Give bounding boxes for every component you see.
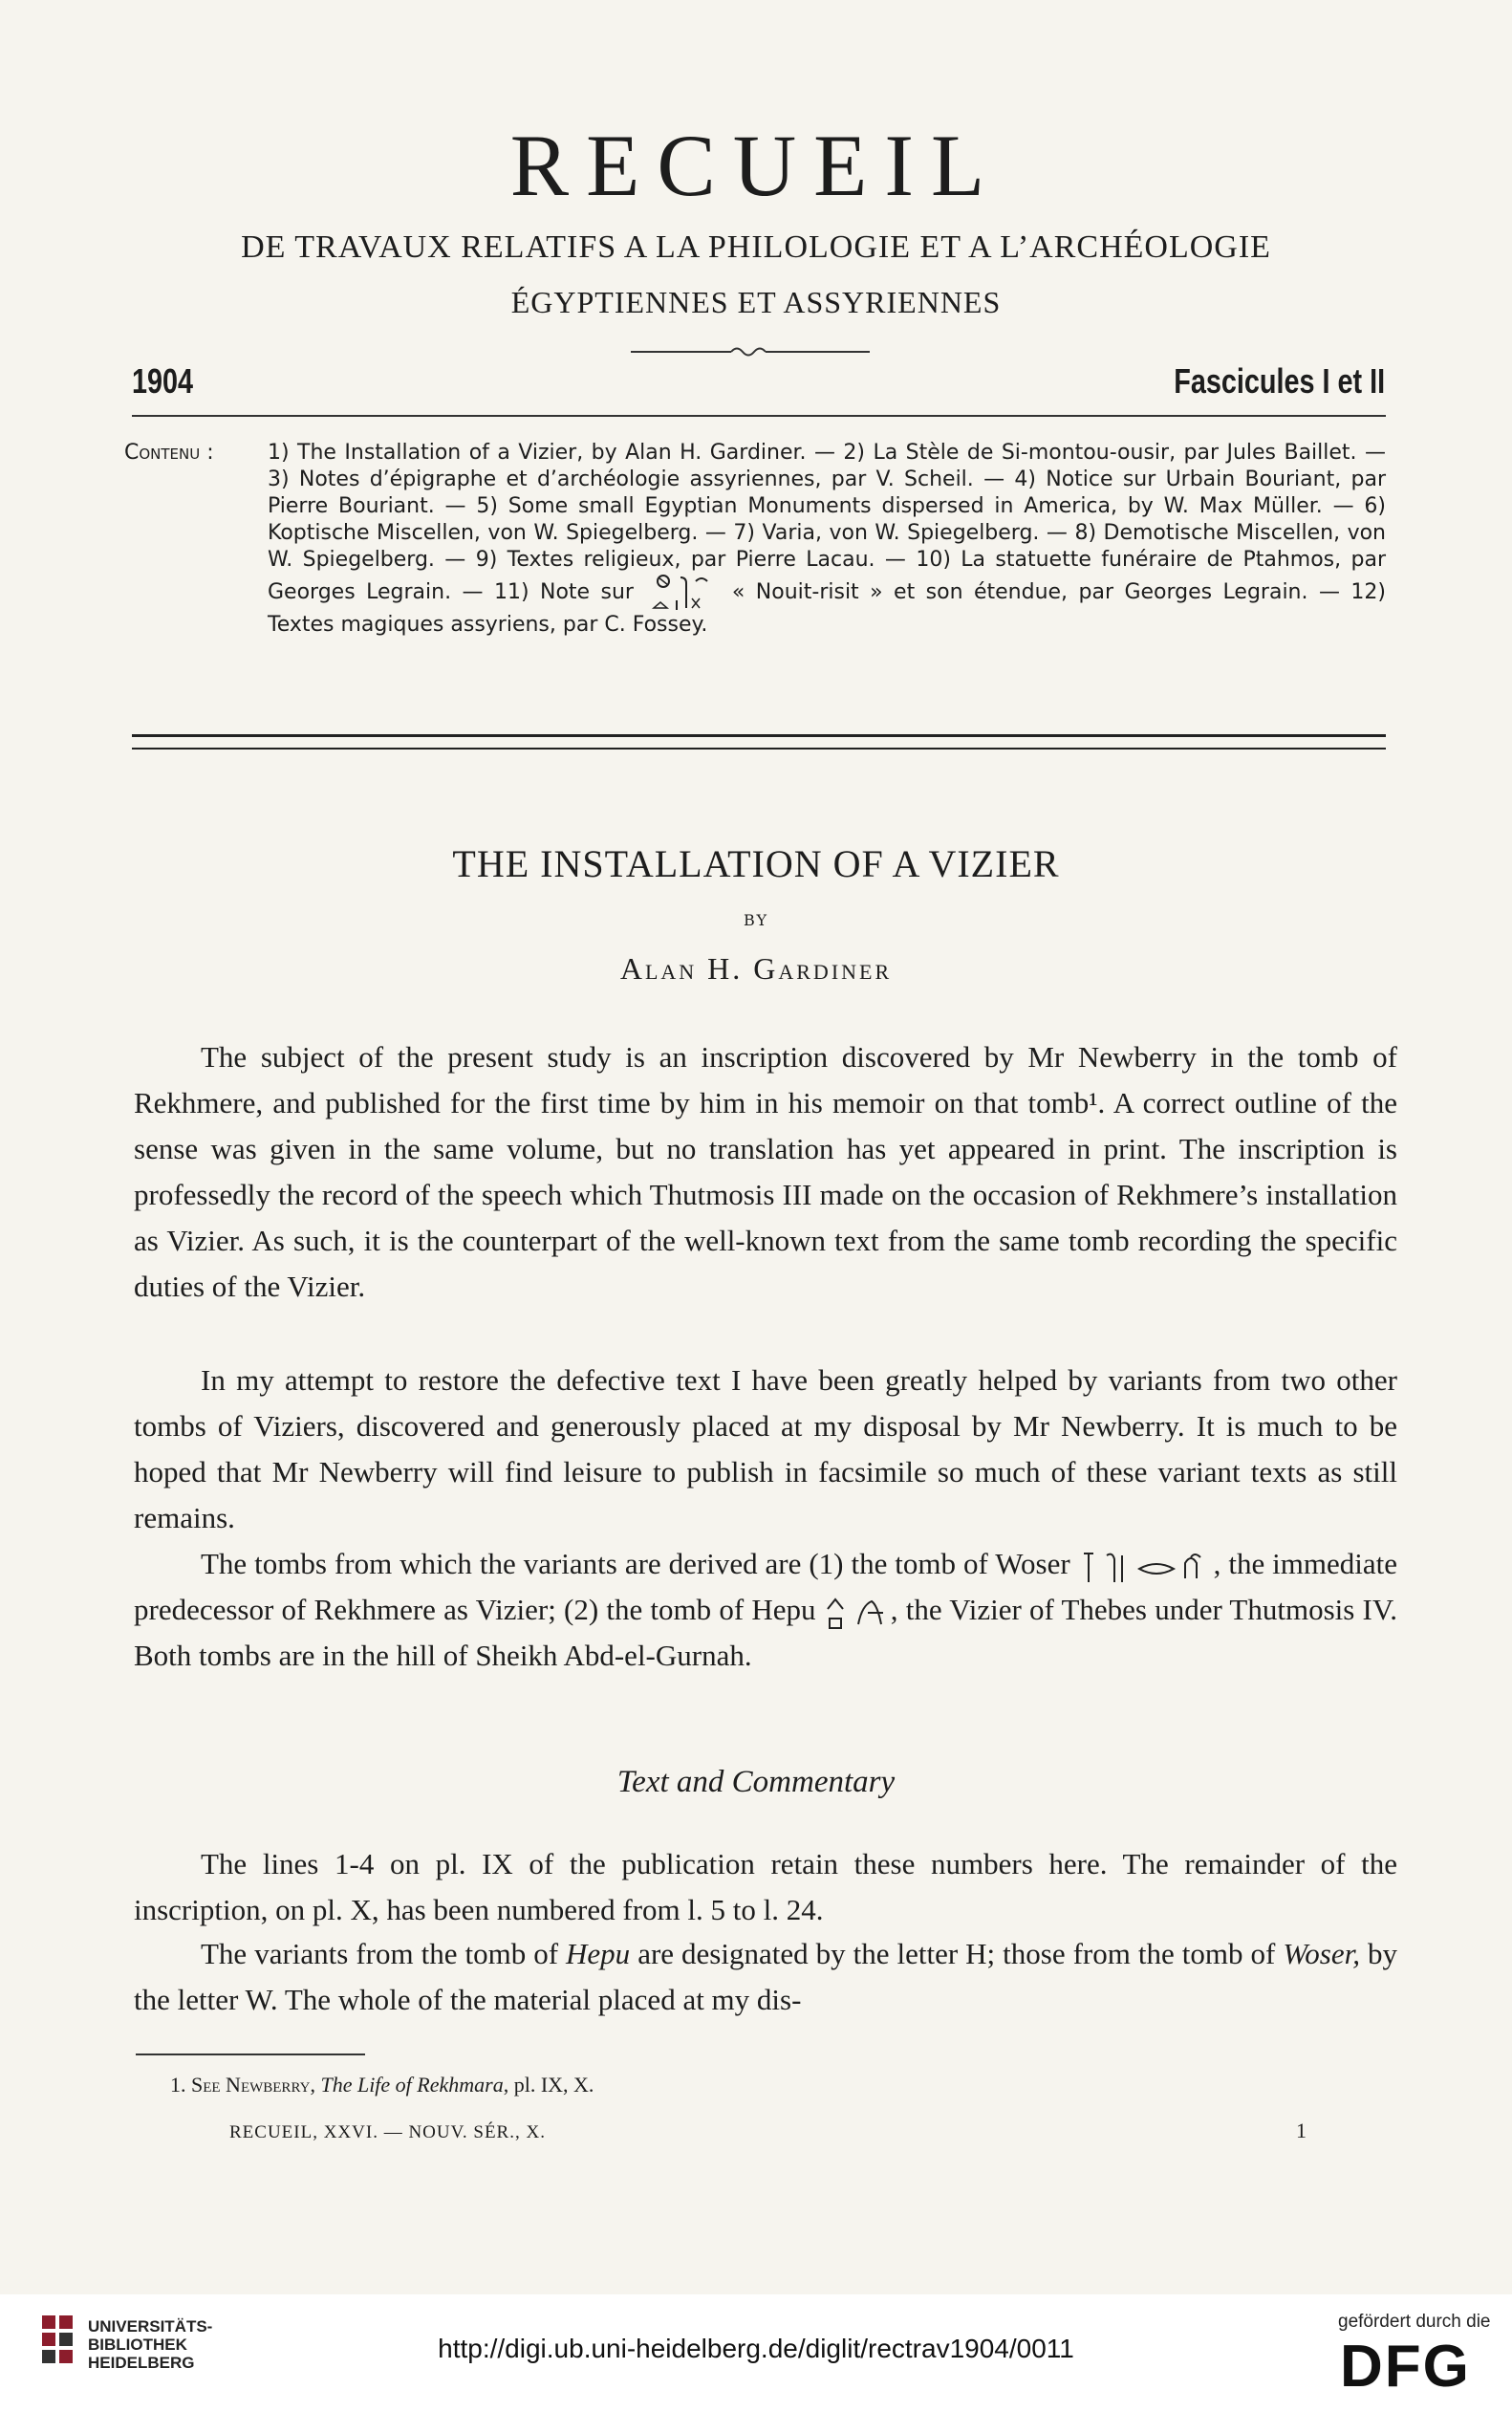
paragraph-2: In my attempt to restore the defective text I have been greatly helped by variants from two other tombs of Viziers, discovered and generously placed at my disposal by Mr Newberry. It is much to be hoped that Mr Newberry will find leisure to publish in facsimile so much of these variant texts as still remains. — [134, 1363, 1397, 1534]
library-name[interactable]: UNIVERSITÄTS- BIBLIOTHEK HEIDELBERG — [88, 2317, 213, 2372]
paragraph-5: The variants from the tomb of Hepu are designated by the letter H; those from the tomb of Woser, by the letter W. The whole of the material placed at my dis- — [134, 1937, 1398, 2016]
article-by: BY — [743, 911, 769, 929]
contents-label: Contenu : — [124, 441, 214, 465]
paragraph-3: The tombs from which the variants are derived are (1) the tomb of Woser , the immediate predecessor of Rekhmere as Vizier; (2) the tomb of Hepu , the Vizier of Thebes under Thutmosis IV. Both tombs are in the hill of Sheikh Abd-el-Gurnah. — [134, 1547, 1398, 1672]
footnote-rule — [136, 2053, 365, 2055]
hepu-hieroglyph-icon — [824, 1596, 891, 1630]
issue-year: 1904 — [132, 361, 194, 401]
issue-fascicules: Fascicules I et II — [1174, 361, 1385, 401]
woser-hieroglyph-icon — [1078, 1550, 1130, 1584]
woser-hieroglyph-2-icon — [1137, 1550, 1214, 1584]
journal-subtitle-2: ÉGYPTIENNES ET ASSYRIENNES — [510, 285, 1002, 319]
running-footer: RECUEIL, XXVI. — NOUV. SÉR., X. — [229, 2122, 546, 2142]
page-number: 1 — [1296, 2119, 1307, 2142]
paragraph-4: The lines 1-4 on pl. IX of the publication retain these numbers here. The remainder of the inscription, on pl. X, has been numbered from l. 5 to l. 24. — [134, 1847, 1397, 1926]
article-title: THE INSTALLATION OF A VIZIER — [452, 842, 1060, 885]
funded-by-label: gefördert durch die — [1338, 2312, 1491, 2332]
permalink-url[interactable]: http://digi.ub.uni-heidelberg.de/diglit/rectrav1904/0011 — [438, 2334, 1074, 2363]
contents-text-2: « Nouit-risit » et son étendue, par Georges Legrain. — 12) Textes magiques assyriens, par C. Fossey. — [268, 580, 1386, 637]
double-rule-bottom — [132, 748, 1386, 750]
dfg-logo[interactable]: DFG — [1340, 2334, 1471, 2400]
hieroglyph-icon — [644, 574, 721, 612]
article-author: Alan H. Gardiner — [619, 951, 893, 986]
footnote: 1. See Newberry, The Life of Rekhmara, pl. IX, X. — [170, 2073, 594, 2097]
journal-subtitle: DE TRAVAUX RELATIFS A LA PHILOLOGIE ET A L’ARCHÉOLOGIE — [241, 229, 1271, 265]
double-rule-top — [132, 734, 1386, 737]
ornament-divider — [631, 344, 870, 358]
journal-title: RECUEIL — [509, 117, 1003, 214]
header-rule — [132, 415, 1386, 417]
section-heading: Text and Commentary — [616, 1765, 896, 1799]
contents-body — [268, 440, 1386, 639]
contents-text-1: 1) The Installation of a Vizier, by Alan H. Gardiner. — 2) La Stèle de Si-montou-ousir, par Jules Baillet. — 3) Notes d’épigraphe et d’archéologie assyriennes, par V. Scheil. — 4) Notice sur Urbain Bouriant, par Pierre Bouriant. — 5) Some small Egyptian Monuments dispersed in America, by W. Max Müller. — 6) Koptische Miscellen, von W. Spiegelberg. — 7) Varia, von W. Spiegelberg. — 8) Demotische Miscellen, von W. Spiegelberg. — 9) Textes religieux, par Pierre Lacau. — 10) La statuette funéraire de Ptahmos, par Georges Legrain. — 11) Note sur — [268, 441, 1386, 604]
paragraph-1: The subject of the present study is an inscription discovered by Mr Newberry in the tomb of Rekhmere, and published for the first time by him in his memoir on that tomb¹. A correct outline of the sense was given in the same volume, but no translation has yet appeared in print. The inscription is professedly the record of the speech which Thutmosis III made on the occasion of Rekhmere’s installation as Vizier. As such, it is the counterpart of the well-known text from the same tomb recording the specific duties of the Vizier. — [134, 1040, 1397, 1303]
